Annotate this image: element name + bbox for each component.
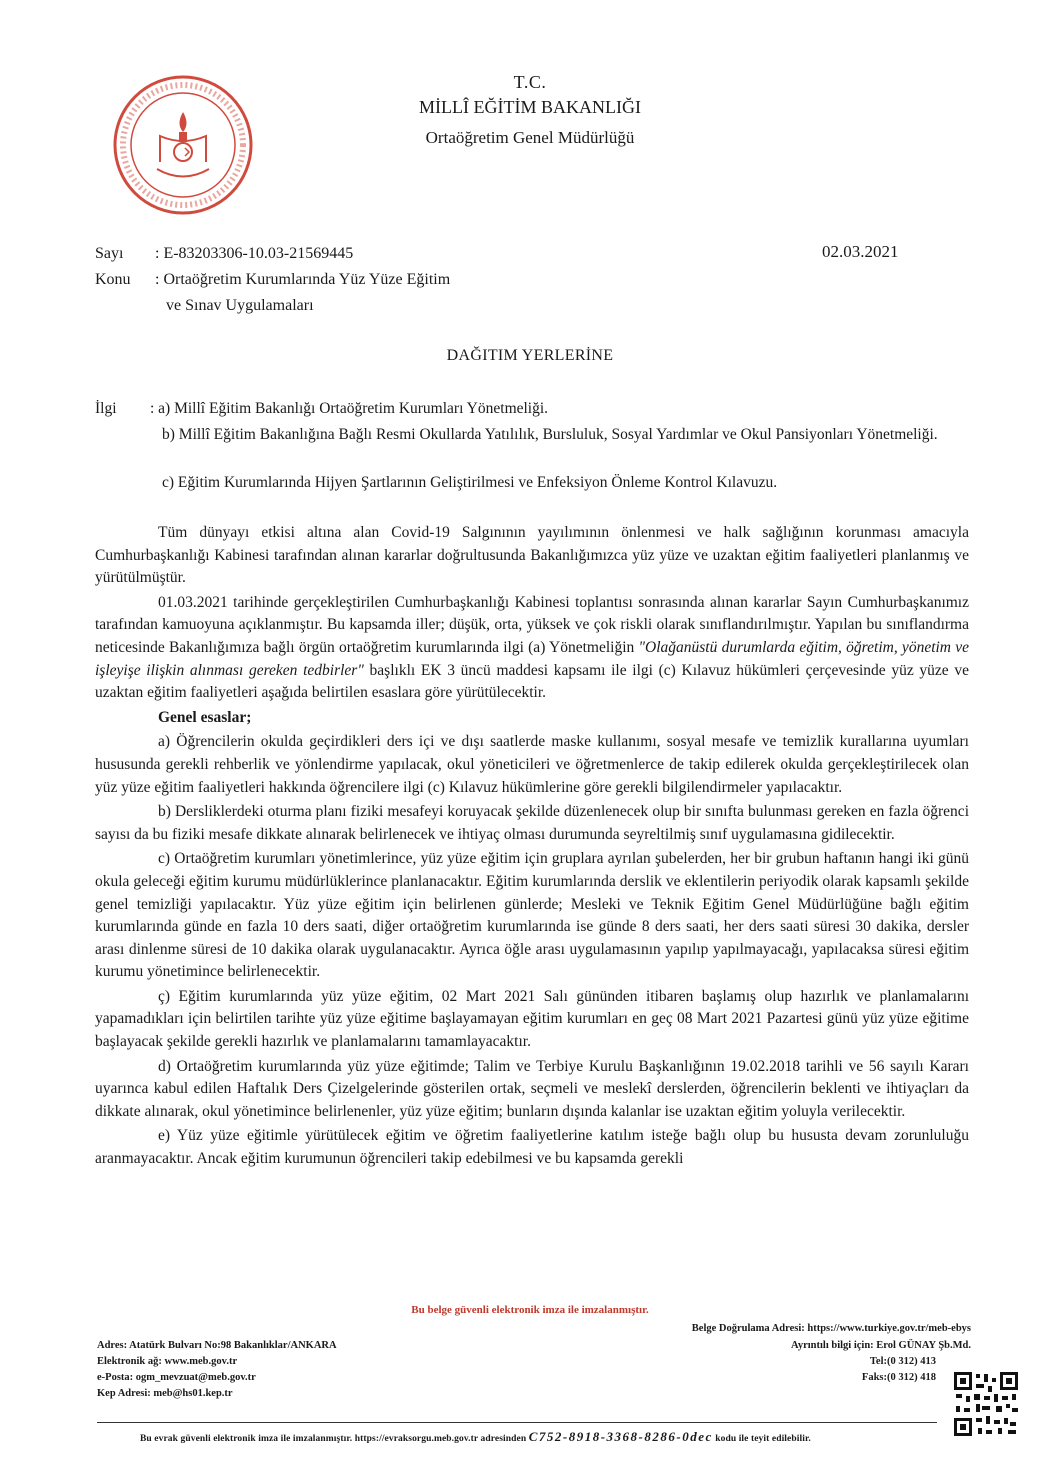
ilgi-c: c) Eğitim Kurumlarında Hijyen Şartlarının Geliştirilmesi ve Enfeksiyon Önleme Kontrol Kılavuzu. [162,474,778,491]
principle-d: d) Ortaöğretim kurumlarında yüz yüze eğitimde; Talim ve Terbiye Kurulu Başkanlığının 19.02.2018 tarihli ve 56 sayılı Kararı uyarınca kabul edilen Haftalık Ders Çizelgelerinde gösterilen ortak, seçmeli ve meslekî derslerden, öğrencilerin beklenti ve ihtiyaçları da dikkate alınarak, okul yönetimince belirlenenler, yüz yüze eğitim; bunların dışında kalanlar ise uzaktan eğitim yoluyla verilecektir. [95,1057,969,1120]
footer-fax: Faks:(0 312) 418 [861,1372,936,1383]
verification-code: C752-8918-3368-8286-0dec [528,1429,713,1444]
principle-c-cedilla: ç) Eğitim kurumlarında yüz yüze eğitim, 02 Mart 2021 Salı gününden itibaren başlamış olup hazırlık ve planlamalarını yapamadıkları için belirtilen tarihte yüz yüze eğitime başlayamayan eğitim kurumları en geç 08 Mart 2021 Pazartesi günü yüz yüze eğitime başlayacak şekilde gerekli hazırlık ve planlamalarını tamamlayacaktır. [95,987,969,1051]
footer-email: e-Posta: ogm_mevzuat@meb.gov.tr [97,1372,256,1383]
footer-address: Adres: Atatürk Bulvarı No:98 Bakanlıklar/ANKARA [97,1340,337,1351]
letter-body [95,522,969,1173]
verification-line: Bu evrak güvenli elektronik imza ile imzalanmıştır. https://evraksorgu.meb.gov.tr adresinden C752-8918-3368-8286-0dec kodu ile teyit edilebilir. [140,1429,811,1444]
ilgi-a: : a) Millî Eğitim Bakanlığı Ortaöğretim Kurumları Yönetmeliği. [150,400,549,417]
konu-value-2: ve Sınav Uygulamaları [166,297,314,314]
document-date: 02.03.2021 [822,242,899,261]
footer-tel: Tel:(0 312) 413 [869,1356,936,1367]
contact-person: Ayrıntılı bilgi için: Erol GÜNAY Şb.Md. [791,1340,971,1351]
ministry-seal-icon [112,74,254,216]
sayi-value: : E-83203306-10.03-21569445 [155,245,354,262]
sayi-label: Sayı [95,245,124,262]
verify-address: Belge Doğrulama Adresi: https://www.turkiye.gov.tr/meb-ebys [691,1323,971,1334]
general-principles-heading: Genel esaslar; [158,708,252,726]
header-ministry: MİLLÎ EĞİTİM BAKANLIĞI [419,97,641,117]
konu-value-1: : Ortaöğretim Kurumlarında Yüz Yüze Eğitim [155,271,451,288]
ilgi-b: b) Millî Eğitim Bakanlığına Bağlı Resmi Okullarda Yatılılık, Bursluluk, Sosyal Yardımlar ve Okul Pansiyonları Yönetmeliği. [162,426,938,443]
distribution-heading: DAĞITIM YERLERİNE [446,347,614,364]
paragraph-intro: Tüm dünyayı etkisi altına alan Covid-19 Salgınının yayılımının önlenmesi ve halk sağlığının korunması amacıyla Cumhurbaşkanlığı Kabinesi tarafından alınan kararlar doğrultusunda Bakanlığımızca yüz yüze ve uzaktan eğitim faaliyetleri planlanmış ve yürütülmüştür. [95,524,969,587]
footer-web: Elektronik ağ: www.meb.gov.tr [97,1356,238,1367]
footer-kep: Kep Adresi: meb@hs01.kep.tr [97,1388,233,1399]
principle-a: a) Öğrencilerin okulda geçirdikleri ders içi ve dışı saatlerde maske kullanımı, sosyal mesafe ve temizlik kurallarına uyumları hususunda gerekli rehberlik ve yönlendirme yapılacak, okul yöneticileri ve öğretmenlerce de takip edilerek okulda gerçekleştirilecek olan yüz yüze eğitim faaliyetleri hakkında öğrencilere ilgi (c) Kılavuz hükümlerine göre gerekli bilgilendirmeler yapılacaktır. [95,733,969,796]
paragraph-decision: 01.03.2021 tarihinde gerçekleştirilen Cumhurbaşkanlığı Kabinesi toplantısı sonrasında alınan kararlar Sayın Cumhurbaşkanımız tarafından kamuoyuna açıklanmıştır. Bu kapsamda iller; düşük, orta, yüksek ve çok riskli olarak sınıflandırılmıştır. Yapılan bu sınıflandırma neticesinde Bakanlığımıza bağlı örgün ortaöğretim kurumlarında ilgi (a) Yönetmeliğin "Olağanüstü durumlarda eğitim, öğretim, yönetim ve işleyişe ilişkin alınması gereken tedbirler" başlıklı EK 3 üncü maddesi kapsamı ile ilgi (c) Kılavuz hükümleri çerçevesinde yüz yüze ve uzaktan eğitim faaliyetleri aşağıda belirtilen esaslara göre yürütülecektir. [95,593,970,702]
secure-signature-note: Bu belge güvenli elektronik imza ile imzalanmıştır. [411,1304,649,1316]
header-tc: T.C. [513,72,547,92]
principle-e: e) Yüz yüze eğitimle yürütülecek eğitim ve öğretim faaliyetlerine katılım isteğe bağlı olup bu hususta devam zorunluluğu aranmayacaktır. Ancak eğitim kurumunun öğrencileri takip edebilmesi ve bu kapsamda gerekli [95,1127,969,1168]
footer-divider [97,1422,937,1423]
qr-code-icon [952,1370,1020,1438]
principle-b: b) Dersliklerdeki oturma planı fiziki mesafeyi koruyacak şekilde düzenlenecek olup bir sınıfta bulunması gereken en fazla öğrenci sayısı da bu fiziki mesafe dikkate alınarak belirlenecek ve ihtiyaç olması durumunda seyreltilmiş sınıf uygulamasına gidilecektir. [95,803,969,843]
konu-label: Konu [95,271,131,288]
principle-c: c) Ortaöğretim kurumları yönetimlerince, yüz yüze eğitim için gruplara ayrılan şubelerden, her bir grubun haftanın hangi iki günü okula geleceği eğitim kurumu müdürlüklerince planlanacaktır. Eğitim kurumlarında derslik ve eklentilerin periyodik olarak kapsamlı şekilde genel temizliği yapılacaktır. Yüz yüze eğitim için belirlenen günlerde; Mesleki ve Teknik Eğitim Genel Müdürlüğüne bağlı eğitim kurumlarında günde en fazla 10 ders saati, diğer ortaöğretim kurumlarında ise günde 8 ders saati, her ders saati süresi 30 dakika, dersler arası dinlenme süresi de 10 dakika olarak uygulanacaktır. Ayrıca öğle arası uygulamasının yapılıp yapılmayacağı, yapılacaksa süresi eğitim kurumu yönetimince belirlenecektir. [95,850,969,981]
ilgi-label: İlgi [95,400,117,417]
header-directorate: Ortaöğretim Genel Müdürlüğü [425,128,635,147]
